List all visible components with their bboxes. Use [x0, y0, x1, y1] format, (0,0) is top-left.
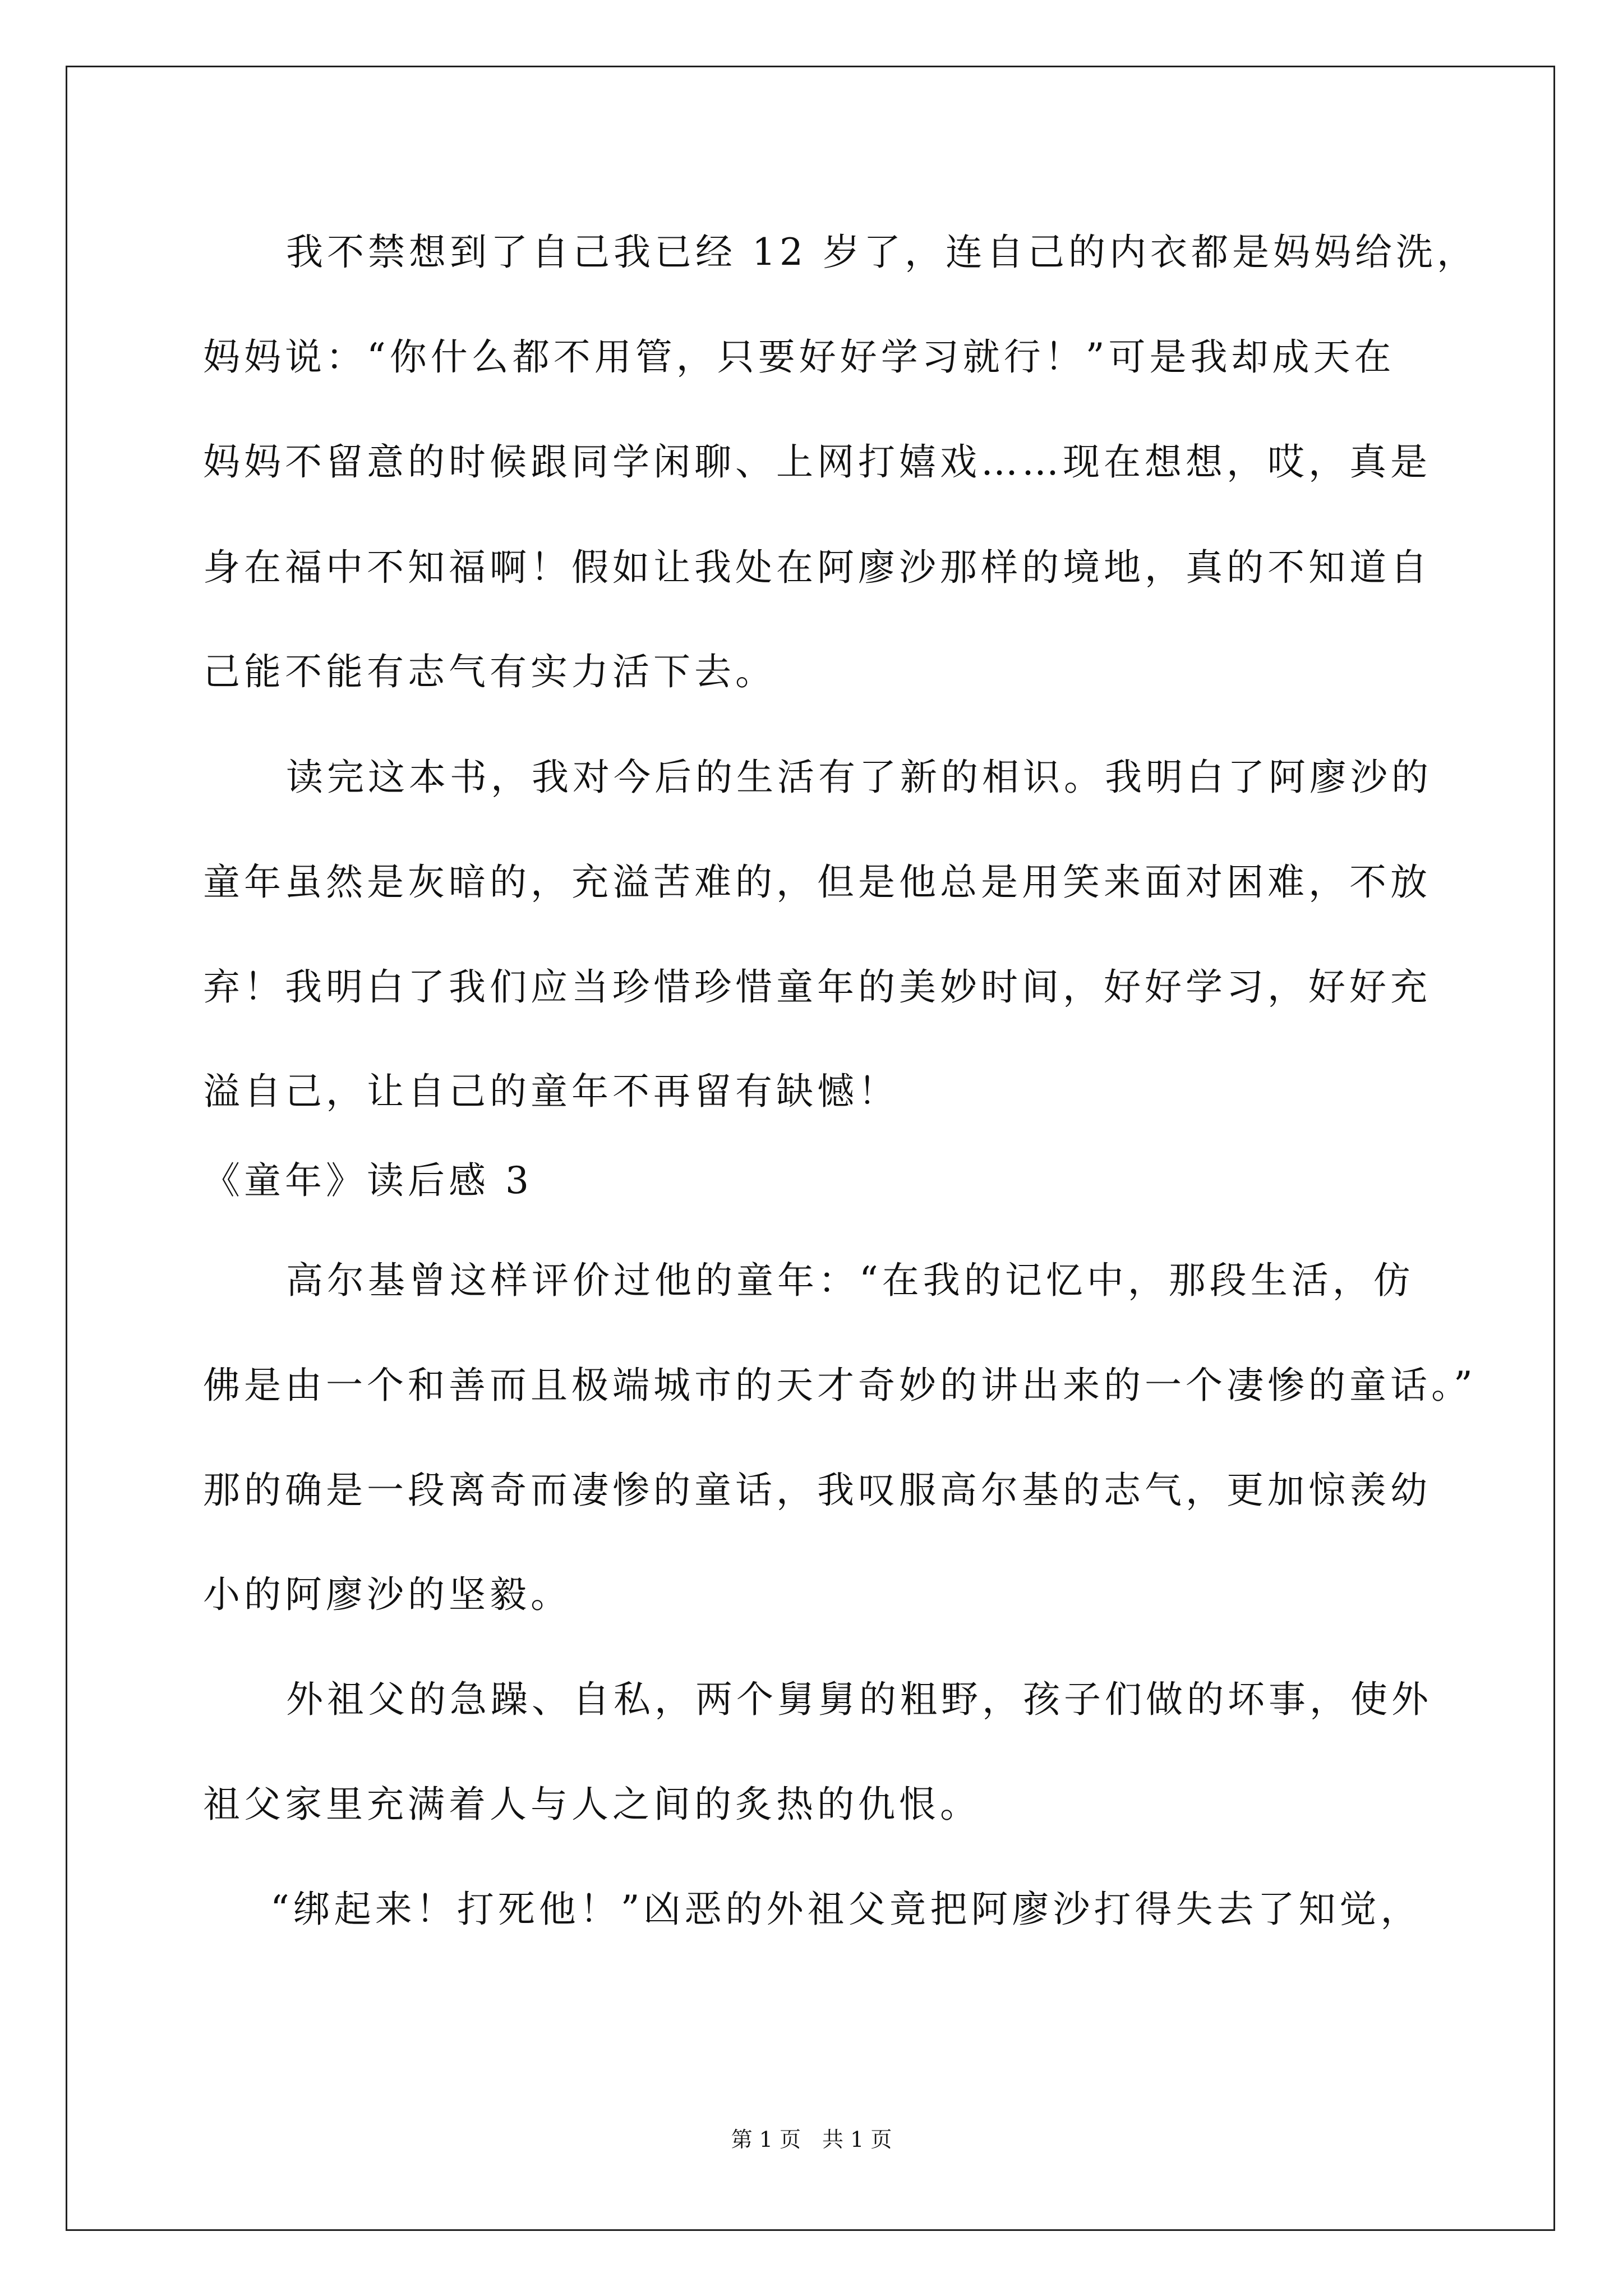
paragraph-line: “绑起来！打死他！”凶恶的外祖父竟把阿廖沙打得失去了知觉，: [270, 1888, 1422, 1931]
page-number-footer: 第 1 页 共 1 页: [731, 2127, 892, 2152]
paragraph-line: 外祖父的急躁、自私，两个舅舅的粗野，孩子们做的坏事，使外: [286, 1678, 1432, 1721]
paragraph-line: 童年虽然是灰暗的，充溢苦难的，但是他总是用笑来面对困难，不放: [203, 861, 1431, 904]
paragraph-line: 身在福中不知福啊！假如让我处在阿廖沙那样的境地，真的不知道自: [203, 546, 1431, 589]
paragraph-line: 妈妈说：“你什么都不用管，只要好好学习就行！”可是我却成天在: [203, 335, 1395, 379]
paragraph-line: 我不禁想到了自己我已经 12 岁了，连自己的内衣都是妈妈给洗，: [286, 231, 1478, 274]
paragraph-line: 妈妈不留意的时候跟同学闲聊、上网打嬉戏……现在想想，哎，真是: [203, 440, 1431, 484]
paragraph-line: 己能不能有志气有实力活下去。: [203, 650, 776, 693]
paragraph-line: 高尔基曾这样评价过他的童年：“在我的记忆中，那段生活，仿: [286, 1259, 1414, 1302]
paragraph-line: 祖父家里充满着人与人之间的炙热的仇恨。: [203, 1783, 981, 1826]
paragraph-line: 读完这本书，我对今后的生活有了新的相识。我明白了阿廖沙的: [286, 756, 1432, 799]
paragraph-line: 小的阿廖沙的坚毅。: [203, 1573, 571, 1616]
paragraph-line: 弃！我明白了我们应当珍惜珍惜童年的美妙时间，好好学习，好好充: [203, 965, 1431, 1009]
paragraph-line: 佛是由一个和善而且极端城市的天才奇妙的讲出来的一个凄惨的童话。”: [203, 1364, 1477, 1407]
paragraph-line: 那的确是一段离奇而凄惨的童话，我叹服高尔基的志气，更加惊羡幼: [203, 1469, 1431, 1512]
section-heading: 《童年》读后感 3: [203, 1159, 533, 1202]
paragraph-line: 溢自己，让自己的童年不再留有缺憾！: [203, 1070, 899, 1113]
